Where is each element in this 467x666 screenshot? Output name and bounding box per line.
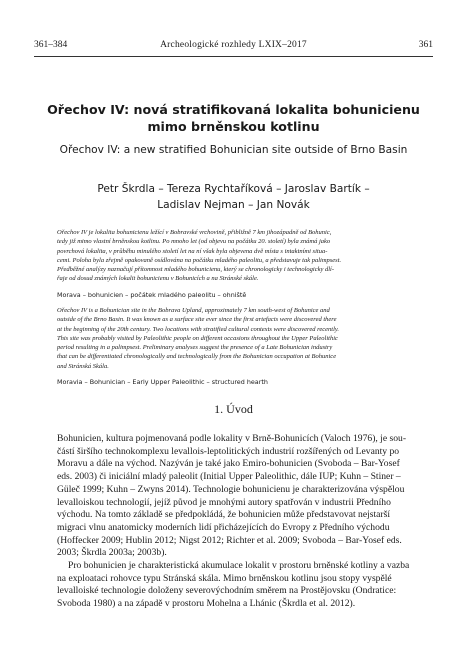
abstract-line: and Stránská Skála. bbox=[57, 362, 109, 370]
authors-line-1: Petr Škrdla – Tereza Rychtaříková – Jaroslav Bartík – bbox=[97, 183, 370, 195]
abstract-line: Ořechov IV je lokalita bohunicienu ležící v Bobravské vrchovině, přibližně 7 km jihozápadně od Bohunic, bbox=[57, 229, 332, 236]
abstract-line: Předběžné analýzy naznačují přítomnost mladého bohunicienu, který se chronologicky i technologicky dlí- bbox=[57, 266, 335, 274]
body-line-text: Pro bohunicien je charakteristická akumulace lokalit v prostoru brněnské kotliny a vazba bbox=[68, 560, 410, 571]
abstract-line: that can be differentiated chronologically and technologically from the Bohunician occupation at Bohunice bbox=[57, 353, 337, 361]
body-line: levalloiské technologie doloženy severovýchodním směrem na Prostějovsku (Ondratice: bbox=[57, 585, 397, 597]
body-line: levalloiskou technologií, jejíž původ je mnohými autory spatřován v industrii Předního bbox=[57, 496, 391, 508]
body-line: částí širšího technokomplexu levallois-leptolitických industrií rozšířených od Levanty po bbox=[57, 445, 400, 457]
running-header bbox=[34, 40, 433, 54]
body-line: Svoboda 1980) a na západě v prostoru Mohelna a Lhánic (Škrdla et al. 2012). bbox=[57, 598, 356, 610]
body-paragraph-2 bbox=[57, 560, 410, 611]
page-number: 361 bbox=[418, 40, 433, 50]
abstract-english bbox=[57, 306, 410, 371]
body-line: východu. Na tomto základě se předpokládá, že bohunicien může představovat nejstarší bbox=[57, 509, 391, 521]
body-line: Moravu a dále na východ. Nazýván je také jako Emiro-bohunicien (Svoboda – Bar-Yosef bbox=[57, 458, 400, 470]
author-list bbox=[34, 181, 433, 213]
body-line: Güleč 1999; Kuhn – Zwyns 2014). Technologie bohunicienu je charakterizována výspělou bbox=[57, 483, 405, 495]
header-rule bbox=[34, 56, 433, 57]
abstract-czech bbox=[57, 228, 410, 284]
article-subtitle: Ořechov IV: a new stratified Bohunician site outside of Brno Basin bbox=[59, 144, 408, 156]
abstract-line: tedy již mimo vlastní brněnskou kotlinu. Po mnoho let (od objevu na počátku 20. století) byla známá jako bbox=[57, 238, 331, 246]
body-line: (Hoffecker 2009; Hublin 2012; Nigst 2012; Richter et al. 2009; Svoboda – Bar-Yosef eds. bbox=[57, 534, 402, 546]
body-line: 2003; Škrdla 2003a; 2003b). bbox=[57, 547, 167, 559]
title-line-1: Ořechov IV: nová stratifikovaná lokalita bohunicienu bbox=[47, 102, 420, 117]
authors-line-2: Ladislav Nejman – Jan Novák bbox=[157, 199, 310, 211]
body-line: eds. 2003) či iniciální mladý paleolit (Initial Upper Paleolithic, dále IUP; Kuhn – Stiner – bbox=[57, 471, 401, 483]
section-heading: 1. Úvod bbox=[214, 402, 253, 416]
abstract-line: Ořechov IV is a Bohunician site in the Bobrava Upland, approximately 7 km south-west of Bohunice and bbox=[57, 307, 330, 314]
abstract-line: povrchová lokalita, v průběhu minulého století let na ní však byla objevena dvě místa s intaktními situa- bbox=[57, 247, 328, 255]
keywords-czech: Morava – bohunicien – počátek mladého paleolitu – ohniště bbox=[57, 291, 247, 299]
abstract-line: at the beginning of the 20th century. Two locations with stratified cultural contexts were discovered recently. bbox=[57, 325, 340, 333]
abstract-line: outside of the Brno Basin. It was known as a surface site ever since the first artefacts were discovered there bbox=[57, 316, 337, 324]
title-line-2: mimo brněnskou kotlinu bbox=[147, 119, 320, 134]
article-title bbox=[34, 101, 433, 135]
keywords-english: Moravia – Bohunician – Early Upper Paleolithic – structured hearth bbox=[57, 378, 268, 386]
abstract-line: řaje od dosud známých lokalit bohunicienu v Bohunicích a na Stránské skále. bbox=[57, 275, 259, 283]
body-line bbox=[57, 560, 410, 573]
page-range: 361–384 bbox=[34, 40, 68, 50]
abstract-line: period resulting in a palimpsest. Preliminary analyses suggest the presence of a Late Bohunician industry bbox=[57, 344, 333, 352]
body-paragraph-1 bbox=[57, 433, 410, 560]
body-line: migraci vlnu anatomicky moderních lidí přicházejících do Evropy z Předního východu bbox=[57, 521, 390, 533]
body-line: Bohunicien, kultura pojmenovaná podle lokality v Brně-Bohunicích (Valoch 1976), je sou- bbox=[57, 433, 407, 444]
journal-name: Archeologické rozhledy LXIX–2017 bbox=[160, 40, 307, 50]
abstract-line: This site was probably visited by Paleolithic people on different occasions throughout the Upper Paleolithic bbox=[57, 334, 338, 342]
abstract-line: cemi. Poloha byla zřejmě opakovaně osídlována na počátku mladého paleolitu, a představuje tak palimpsest. bbox=[57, 256, 342, 264]
body-line: na exploataci rohovce typu Stránská skála. Mimo brněnskou kotlinu jsou stopy vyspělé bbox=[57, 572, 392, 584]
